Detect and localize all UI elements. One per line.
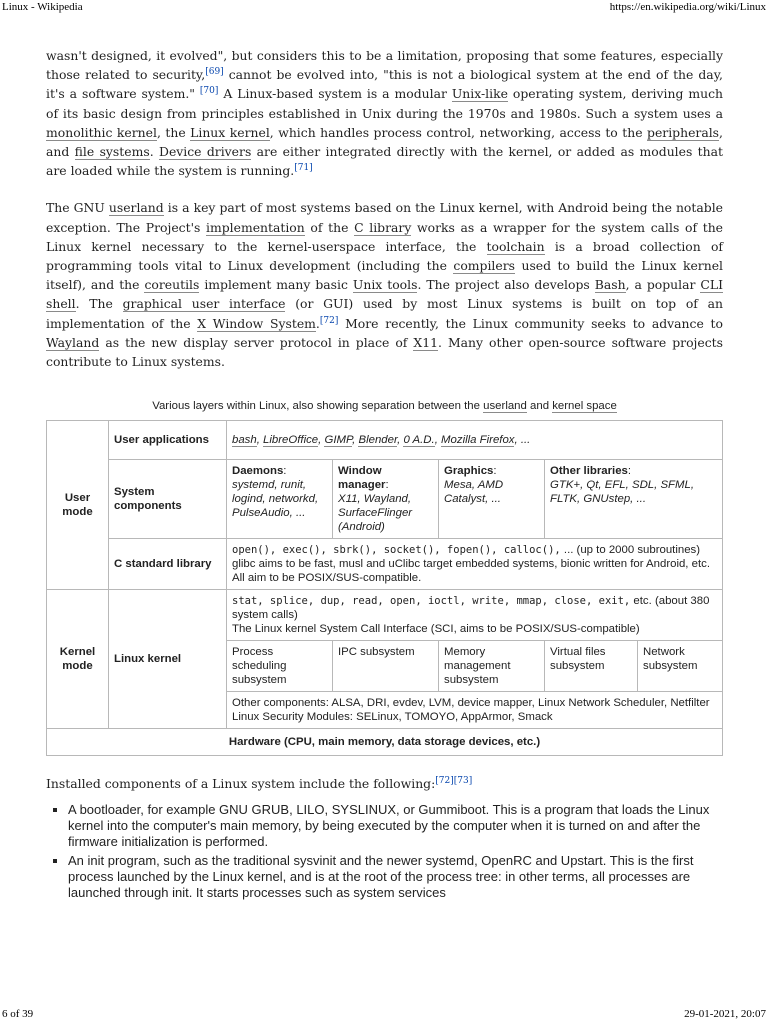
subsystem-memory-management: Memory management subsystem <box>439 641 545 691</box>
app-link[interactable]: Blender <box>358 434 398 447</box>
system-components-grid <box>227 460 722 538</box>
app-link[interactable]: GIMP <box>324 434 353 447</box>
page-number: 6 of 39 <box>2 1008 34 1020</box>
text-run: implement many basic <box>199 277 353 293</box>
other-components-cell <box>227 692 723 729</box>
text-run: wasn't designed, it evolved", but considers this to be a limitation, proposing that some features, especially those related to security, <box>46 48 723 83</box>
caption-text: and <box>526 400 553 413</box>
c-standard-library-label: C standard library <box>109 539 227 590</box>
paragraph-evolved <box>46 46 723 180</box>
text-run: , and <box>46 124 723 160</box>
kernel-subsystems-grid <box>227 641 722 691</box>
components-lead <box>46 774 723 793</box>
text-run: used to build the Linux kernel itself), and the <box>46 258 724 293</box>
page-url: https://en.wikipedia.org/wiki/Linux <box>609 1 766 13</box>
text-run: operating system, deriving much of its basic design from principles established in Unix during the 1970s and 1980s. Such a system uses a <box>46 86 723 121</box>
link-coreutils[interactable]: coreutils <box>144 277 200 293</box>
c-standard-library-cell <box>227 539 723 590</box>
system-components-cell <box>227 460 723 539</box>
hardware-cell: Hardware (CPU, main memory, data storage devices, etc.) <box>47 729 723 756</box>
link-kernel-space[interactable]: kernel space <box>552 400 617 413</box>
link-implementation[interactable]: implementation <box>206 219 305 235</box>
subsystem-virtual-files: Virtual files subsystem <box>545 641 638 691</box>
lead-text: Installed components of a Linux system include the following: <box>46 776 436 792</box>
libc-implementations: glibc aims to be fast, musl and uClibc target embedded systems, bionic written for Android, etc. All aim to be POSIX/SUS-compatible. <box>232 558 711 585</box>
text-run: , a popular <box>625 277 701 293</box>
libc-calls: open(), exec(), sbrk(), socket(), fopen(), calloc(), <box>232 544 561 557</box>
link-cli-shell[interactable]: CLI shell <box>46 277 723 312</box>
app-link[interactable]: bash <box>232 434 257 447</box>
link-peripherals[interactable]: peripherals <box>647 124 720 140</box>
list-item-bootloader: ▪ A bootloader, for example GNU GRUB, LILO, SYSLINUX, or Gummiboot. This is a program that loads the Linux kernel into the computer's main memory, by being executed by the computer when it is turned on and after the firmware initialization is performed. <box>68 802 723 850</box>
other-libraries-list: GTK+, Qt, EFL, SDL, SFML, FLTK, GNUstep, ... <box>550 479 695 506</box>
other-libraries-heading: Other libraries <box>550 465 628 478</box>
link-monolithic-kernel[interactable]: monolithic kernel <box>46 124 157 140</box>
linux-layers-table <box>46 420 723 756</box>
kernel-subsystems-cell <box>227 641 723 692</box>
system-components-label: System components <box>109 460 227 539</box>
page-title: Linux - Wikipedia <box>2 1 83 13</box>
text-run: is a broad collection of programming tools vital to Linux development (including the <box>46 238 723 274</box>
link-gui[interactable]: graphical user interface <box>122 296 286 312</box>
link-x-window-system[interactable]: X Window System <box>197 315 316 331</box>
linux-kernel-label: Linux kernel <box>109 590 227 729</box>
text-run: More recently, the Linux community seeks to advance to <box>338 315 723 331</box>
link-x11[interactable]: X11 <box>413 334 438 350</box>
text-run: cannot be evolved into, "this is not a biological system at the end of the day, it's a software system." <box>46 67 723 102</box>
app-link[interactable]: 0 A.D. <box>403 434 435 447</box>
text-run: The GNU <box>46 200 109 216</box>
app-link[interactable]: Mozilla Firefox <box>441 434 515 447</box>
kernel-mode-cell: Kernel mode <box>47 590 109 729</box>
graphics-heading: Graphics <box>444 465 494 478</box>
syscall-list: stat, splice, dup, read, open, ioctl, write, mmap, close, exit, <box>232 595 631 608</box>
link-compilers[interactable]: compilers <box>453 258 516 274</box>
citation[interactable]: [69] <box>205 67 224 78</box>
subsystem-ipc: IPC subsystem <box>333 641 439 691</box>
article-content <box>46 46 723 904</box>
components-list <box>46 802 723 901</box>
daemons-heading: Daemons <box>232 465 284 478</box>
text-run: A Linux-based system is a modular <box>218 86 452 102</box>
syscall-cell <box>227 590 723 641</box>
app-link[interactable]: LibreOffice <box>263 434 319 447</box>
text-run: . <box>315 315 320 331</box>
link-linux-kernel[interactable]: Linux kernel <box>190 124 270 140</box>
print-timestamp: 29-01-2021, 20:07 <box>684 1008 766 1020</box>
link-bash[interactable]: Bash <box>594 277 626 293</box>
libc-calls-note: ... (up to 2000 subroutines) <box>560 544 701 557</box>
daemons-list: systemd, runit, logind, networkd, PulseAudio, ... <box>232 479 319 520</box>
link-device-drivers[interactable]: Device drivers <box>159 144 252 160</box>
apps-cell: bash, LibreOffice, GIMP, Blender, 0 A.D., Mozilla Firefox, ... <box>227 421 723 460</box>
print-footer <box>0 1006 768 1024</box>
caption-text: Various layers within Linux, also showing separation between the <box>152 400 484 413</box>
window-manager-cell: Window manager: X11, Wayland, SurfaceFlinger (Android) <box>333 460 439 538</box>
text-run: as the new display server protocol in place of <box>99 334 414 350</box>
graphics-list: Mesa, AMD Catalyst, ... <box>444 479 504 506</box>
other-components: Other components: ALSA, DRI, evdev, LVM, device mapper, Linux Network Scheduler, Netfilter <box>232 697 710 710</box>
citation[interactable]: [70] <box>199 86 219 97</box>
link-toolchain[interactable]: toolchain <box>486 238 545 254</box>
daemons-cell: Daemons: systemd, runit, logind, networkd, PulseAudio, ... <box>227 460 333 538</box>
text-run: is a key part of most systems based on the Linux kernel, with Android being the notable exception. The Project's <box>46 200 723 235</box>
link-userland[interactable]: userland <box>108 200 164 216</box>
text-run: . Many other open-source software projects contribute to Linux systems. <box>46 334 723 370</box>
text-run: . <box>149 144 160 160</box>
window-manager-list: X11, Wayland, SurfaceFlinger (Android) <box>338 493 413 534</box>
subsystem-process-scheduling: Process scheduling subsystem <box>227 641 333 691</box>
citation[interactable]: [71] <box>294 163 313 174</box>
apps-ellipsis: ... <box>520 434 531 447</box>
link-unix-like[interactable]: Unix-like <box>451 86 508 102</box>
other-libraries-cell: Other libraries: GTK+, Qt, EFL, SDL, SFML, FLTK, GNUstep, ... <box>550 465 695 506</box>
text-run: (or GUI) used by most Linux systems is built on top of an implementation of the <box>46 296 723 331</box>
link-unix-tools[interactable]: Unix tools <box>352 277 418 293</box>
text-run: , which handles process control, networking, access to the <box>269 124 648 140</box>
graphics-cell: Graphics: Mesa, AMD Catalyst, ... <box>439 460 545 538</box>
link-userland[interactable]: userland <box>483 400 527 413</box>
text-run: of the <box>304 219 355 235</box>
text-run: . The <box>75 296 123 312</box>
text-run: , the <box>156 124 191 140</box>
system-call-interface: The Linux kernel System Call Interface (SCI, aims to be POSIX/SUS-compatible) <box>232 623 640 636</box>
window-manager-heading: Window manager <box>338 465 386 492</box>
link-file-systems[interactable]: file systems <box>74 144 150 160</box>
citation[interactable]: [72][73] <box>435 776 473 787</box>
link-c-library[interactable]: C library <box>354 219 412 235</box>
user-applications-label: User applications <box>109 421 227 460</box>
citation[interactable]: [72] <box>319 315 339 326</box>
list-item-init: ▪ An init program, such as the traditional sysvinit and the newer systemd, OpenRC and Upstart. This is the first process launched by the Linux kernel, and is at the root of the process tree: in other terms, all processes are launched through init. It starts processes such as system services <box>68 853 723 901</box>
link-wayland[interactable]: Wayland <box>46 334 100 350</box>
text-run: are either integrated directly with the kernel, or added as modules that are loaded while the system is running. <box>46 144 724 179</box>
syscall-note: etc. (about 380 system calls) <box>232 595 710 622</box>
text-run: works as a wrapper for the system calls of the Linux kernel necessary to the kernel-userspace interface, the <box>46 219 724 254</box>
security-modules: Linux Security Modules: SELinux, TOMOYO, AppArmor, Smack <box>232 711 553 724</box>
print-header <box>0 0 768 16</box>
figure-caption <box>46 397 723 416</box>
text-run: . The project also develops <box>417 277 595 293</box>
user-mode-cell: User mode <box>47 421 109 590</box>
paragraph-gnu-userland <box>46 198 723 371</box>
subsystem-network: Network subsystem <box>643 646 698 673</box>
